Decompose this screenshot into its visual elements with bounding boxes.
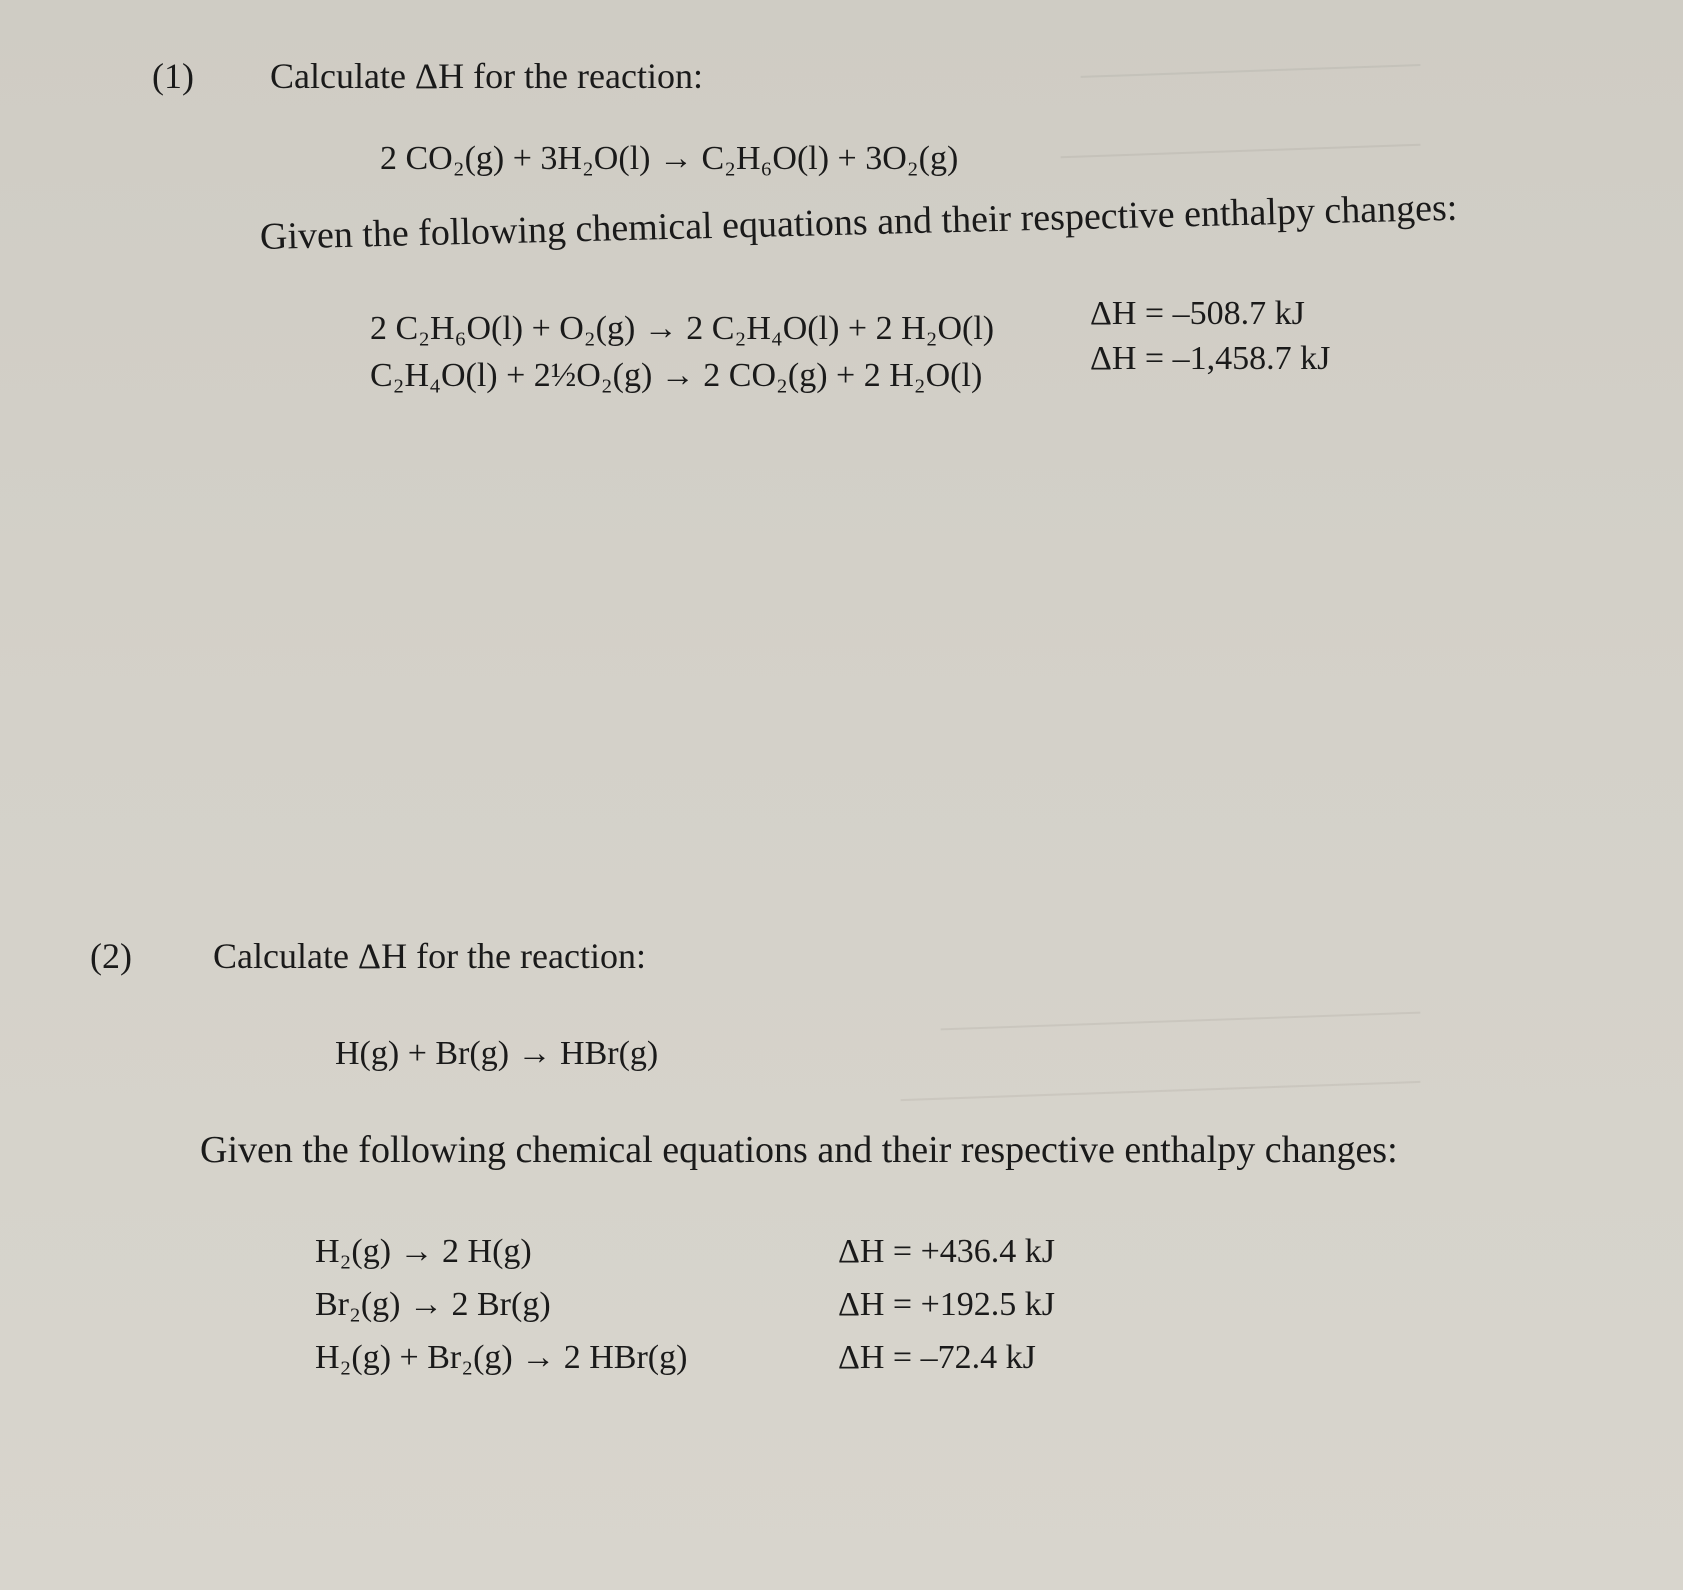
problem1-equation-2: C₂H₄O(l) + 2½O₂(g) → 2 CO₂(g) + 2 H₂O(l) [370,357,983,394]
problem2-given-heading: Given the following chemical equations and their respective enthalpy changes: [200,1129,1398,1171]
problem2-number: (2) [90,936,132,976]
problem2-dh-2: ΔH = +192.5 kJ [838,1286,1055,1323]
bleed-through-2 [1060,114,1421,159]
problem1-given-heading: Given the following chemical equations and their respective enthalpy changes: [259,186,1458,258]
problem2-dh-3: ΔH = –72.4 kJ [838,1339,1036,1376]
problem1-equation-1: 2 C₂H₆O(l) + O₂(g) → 2 C₂H₄O(l) + 2 H₂O(l) [370,310,995,347]
bleed-through-4 [900,1051,1421,1101]
problem2-equation-2: Br₂(g) → 2 Br(g) [315,1286,551,1323]
problem2-heading: Calculate ΔH for the reaction: [213,936,646,976]
bleed-through-3 [940,982,1421,1031]
problem2-equation-1: H₂(g) → 2 H(g) [315,1233,532,1270]
problem1-dh-1: ΔH = –508.7 kJ [1090,295,1305,332]
problem2-dh-1: ΔH = +436.4 kJ [838,1233,1055,1270]
problem1-heading: Calculate ΔH for the reaction: [270,56,703,96]
problem1-target-reaction: 2 CO₂(g) + 3H₂O(l) → C₂H₆O(l) + 3O₂(g) [380,140,959,177]
problem1-dh-2: ΔH = –1,458.7 kJ [1090,340,1331,377]
problem2-target-reaction: H(g) + Br(g) → HBr(g) [335,1035,659,1072]
problem2-equation-3: H₂(g) + Br₂(g) → 2 HBr(g) [315,1339,688,1376]
problem1-number: (1) [152,56,194,96]
bleed-through-1 [1080,34,1421,78]
